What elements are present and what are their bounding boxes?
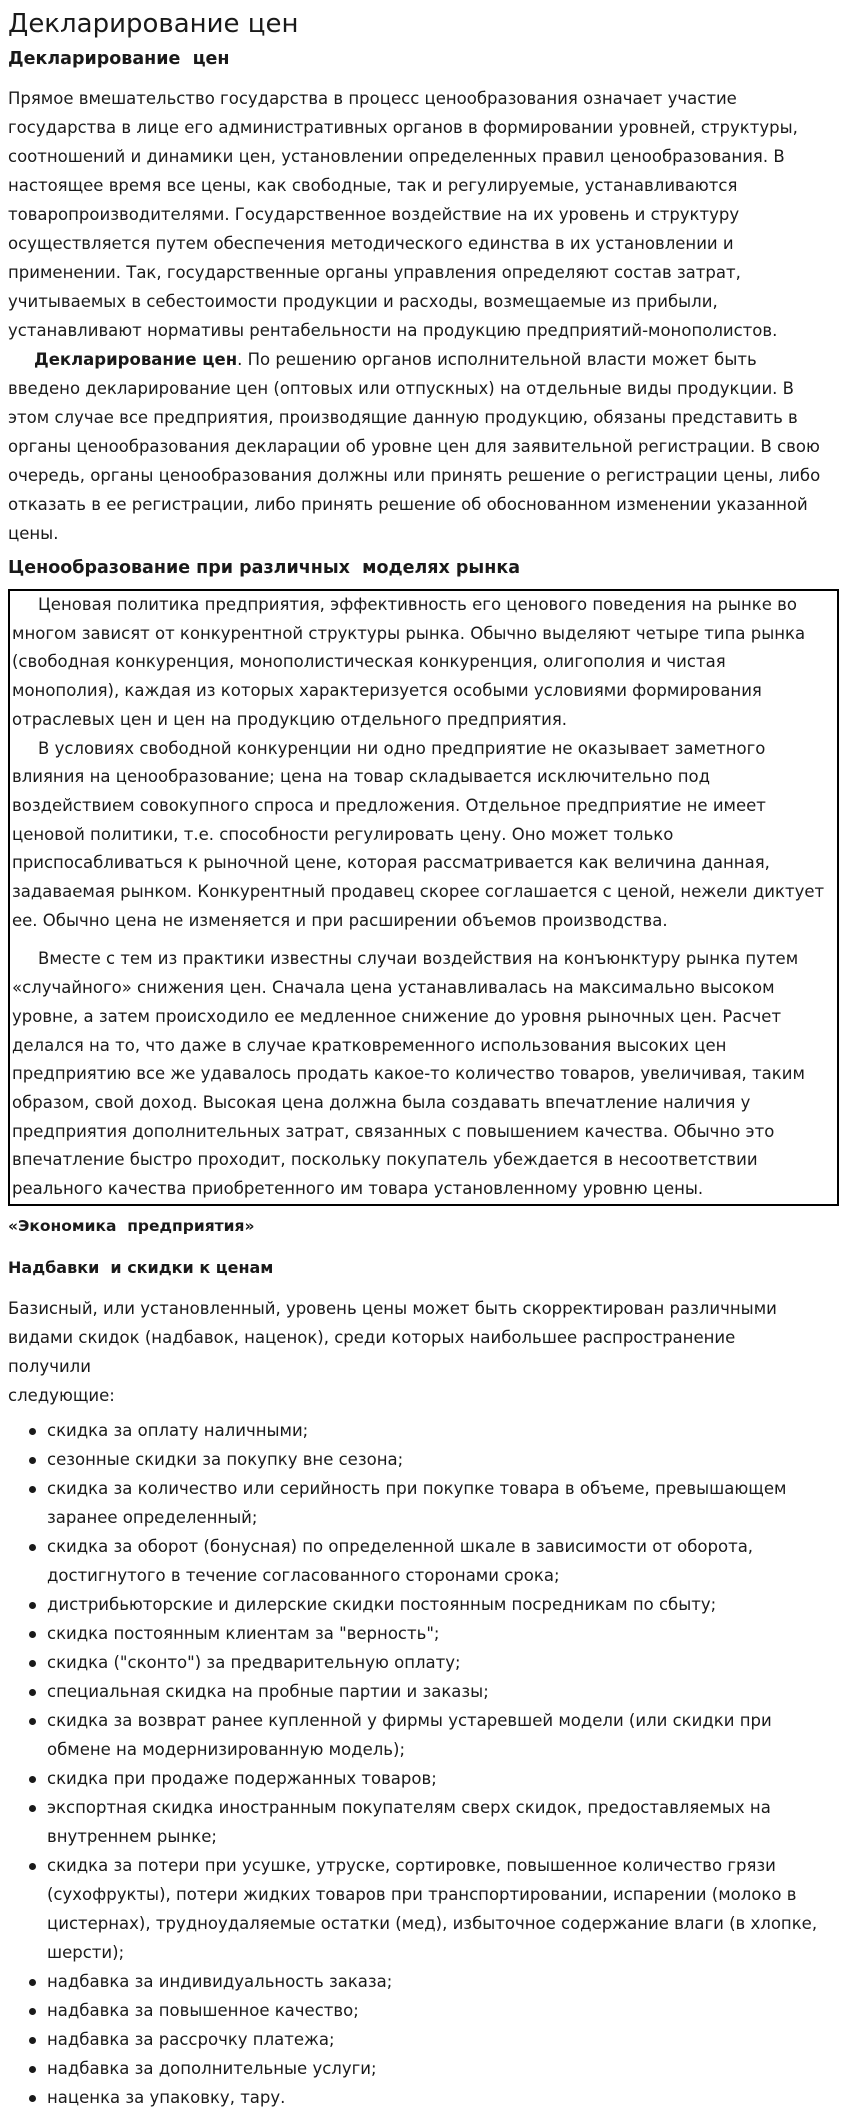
list-item: экспортная скидка иностранным покупателям сверх скидок, предоставляемых на внутреннем рынке;	[47, 1793, 823, 1851]
paragraph-lead-bold: Декларирование цен	[34, 350, 238, 369]
list-item: дистрибьюторские и дилерские скидки постоянным посредникам по сбыту;	[47, 1590, 823, 1619]
section-price-declaration	[8, 44, 823, 548]
section-heading-declaration: Декларирование цен	[8, 49, 230, 69]
discounts-list	[8, 1416, 823, 2112]
section-heading-market-models: Ценообразование при различных моделях рынка	[8, 558, 521, 578]
section-market-models	[8, 553, 823, 1240]
page-title: Декларирование цен	[8, 9, 299, 39]
list-item: надбавка за дополнительные услуги;	[47, 2054, 823, 2083]
list-item: скидка за оборот (бонусная) по определенной шкале в зависимости от оборота, достигнутого в течение согласованного сторонами срока;	[47, 1532, 823, 1590]
list-item: надбавка за рассрочку платежа;	[47, 2025, 823, 2054]
list-item: наценка за упаковку, тару.	[47, 2083, 823, 2112]
list-item: скидка за возврат ранее купленной у фирмы устаревшей модели (или скидки при обмене на модернизированную модель);	[47, 1706, 823, 1764]
list-item: скидка за потери при усушке, утруске, сортировке, повышенное количество грязи (сухофрукты), потери жидких товаров при транспортировании, испарении (молоко в цистернах), трудноудаляемые остатки (мед), избыточное содержание влаги (в хлопке, шерсти);	[47, 1851, 823, 1967]
list-item: надбавка за индивидуальность заказа;	[47, 1967, 823, 1996]
paragraph-declaration-text: . По решению органов исполнительной власти может быть введено декларирование цен (оптовых или отпускных) на отдельные виды продукции. В этом случае все предприятия, производящие данную продукцию, обязаны представить в органы ценообразования декларации об уровне цен для заявительной регистрации. В свою очередь, органы ценообразования должны или принять решение о регистрации цены, либо отказать в ее регистрации, либо принять решение об обоснованном изменении указанной цены.	[8, 350, 821, 543]
list-item: специальная скидка на пробные партии и заказы;	[47, 1677, 823, 1706]
paragraph-declaration	[8, 345, 823, 548]
list-item: скидка ("сконто") за предварительную оплату;	[47, 1648, 823, 1677]
box-paragraph: В условиях свободной конкуренции ни одно предприятие не оказывает заметного влияния на ценообразование; цена на товар складывается исключительно под воздействием совокупного спроса и предложения. Отдельное предприятие не имеет ценовой политики, т.е. способности регулировать цену. Оно может только приспосабливаться к рыночной цене, которая рассматривается как величина данная, задаваемая рынком. Конкурентный продавец скорее соглашается с ценой, нежели диктует ее. Обычно цена не изменяется и при расширении объемов производства.	[12, 738, 825, 930]
list-item: скидка за количество или серийность при покупке товара в объеме, превышающем заранее определенный;	[47, 1474, 823, 1532]
quote-source: «Экономика предприятия»	[8, 1216, 255, 1235]
discounts-intro: Базисный, или установленный, уровень цены может быть скорректирован различными видами скидок (надбавок, наценок), среди которых наибольшее распространение получили следующие:	[8, 1298, 777, 1405]
box-paragraph: Ценовая политика предприятия, эффективность его ценового поведения на рынке во многом зависят от конкурентной структуры рынка. Обычно выделяют четыре типа рынка (свободная конкуренция, монополистическая конкуренция, олигополия и чистая монополия), каждая из которых характеризуется особыми условиями формирования отраслевых цен и цен на продукцию отдельного предприятия.	[12, 595, 806, 729]
list-item: скидка за оплату наличными;	[47, 1416, 823, 1445]
list-item: сезонные скидки за покупку вне сезона;	[47, 1445, 823, 1474]
box-paragraph: Вместе с тем из практики известны случаи воздействия на конъюнктуру рынка путем «случайного» снижения цен. Сначала цена устанавливалась на максимально высоком уровне, а затем происходило ее медленное снижение до уровня рыночных цен. Расчет делался на то, что даже в случае кратковременного использования высоких цен предприятию все же удавалось продать какое-то количество товаров, увеличивая, таким образом, свой доход. Высокая цена должна была создавать впечатление наличия у предприятия дополнительных затрат, связанных с повышением качества. Обычно это впечатление быстро проходит, поскольку покупатель убеждается в несоответствии реального качества приобретенного им товара установленному уровню цены.	[12, 949, 805, 1199]
section-heading-discounts: Надбавки и скидки к ценам	[8, 1257, 274, 1277]
paragraph-state-intervention: Прямое вмешательство государства в процесс ценообразования означает участие государства в лице его административных органов в формировании уровней, структуры, соотношений и динамики цен, установлении определенных правил ценообразования. В настоящее время все цены, как свободные, так и регулируемые, устанавливаются товаропроизводителями. Государственное воздействие на их уровень и структуру осуществляется путем обеспечения методического единства в их установлении и применении. Так, государственные органы управления определяют состав затрат, учитываемых в себестоимости продукции и расходы, возмещаемые из прибыли, устанавливают нормативы рентабельности на продукцию предприятий-монополистов.	[8, 89, 798, 340]
list-item: надбавка за повышенное качество;	[47, 1996, 823, 2025]
list-item: скидка при продаже подержанных товаров;	[47, 1764, 823, 1793]
list-item: скидка постоянным клиентам за "верность";	[47, 1619, 823, 1648]
quote-box	[8, 589, 839, 1206]
section-discounts	[8, 1254, 823, 2112]
